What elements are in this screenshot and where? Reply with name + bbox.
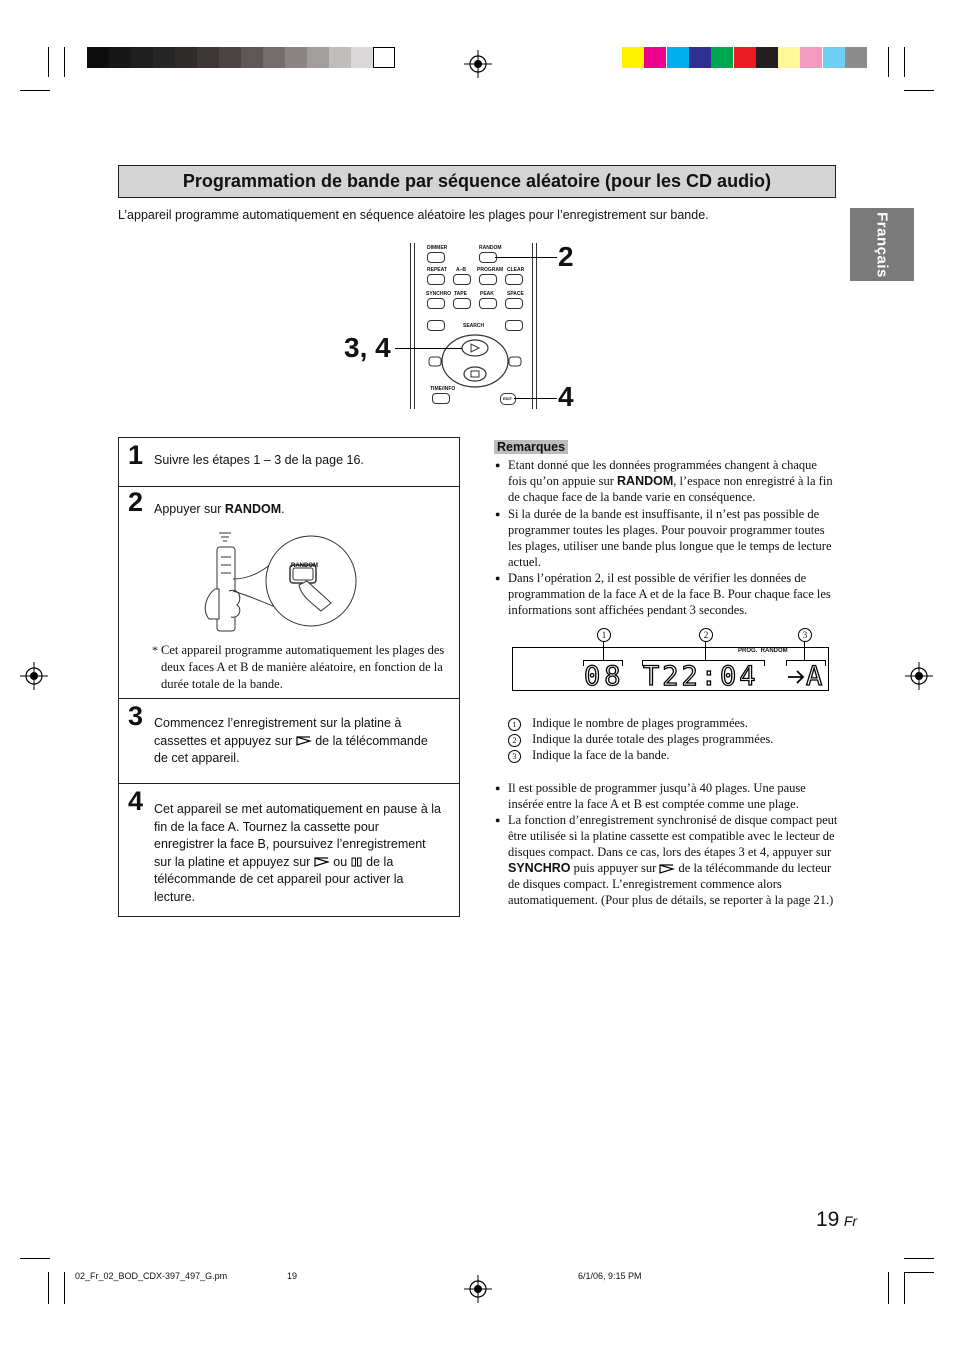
- step-1: [119, 438, 459, 487]
- step-text: [154, 801, 454, 906]
- remote-body-edge-left-inner: [414, 243, 415, 409]
- peak-button[interactable]: [479, 298, 497, 309]
- callout-line-4: [514, 398, 557, 399]
- color-swatch: [823, 47, 845, 68]
- clear-label: CLEAR: [507, 267, 525, 273]
- crop-mark: [888, 47, 889, 77]
- step-number: 2: [128, 487, 144, 517]
- synchro-button[interactable]: [427, 298, 445, 309]
- print-file-page: 19: [287, 1271, 298, 1281]
- space-button[interactable]: [505, 298, 523, 309]
- crop-mark: [48, 47, 49, 77]
- step-number: 3: [128, 701, 144, 731]
- gray-swatch: [131, 47, 153, 68]
- search-forward-button[interactable]: [505, 320, 523, 331]
- edit-label: EDIT: [503, 396, 513, 401]
- side-arrow-icon: [787, 670, 805, 684]
- step-4-line-2: fin de la face A. Tournez la cassette pour: [154, 819, 379, 834]
- language-tab: [850, 208, 914, 281]
- play-icon: [659, 864, 675, 874]
- crop-mark: [64, 47, 65, 77]
- crop-mark: [48, 1272, 49, 1304]
- callout-label-4: 4: [558, 381, 574, 412]
- display-indicator: PROG. RANDOM: [738, 648, 788, 654]
- legend-text: Indique la face de la bande.: [532, 748, 670, 762]
- bullet-icon: ●: [495, 815, 501, 825]
- gray-swatch: [307, 47, 329, 68]
- crop-mark: [904, 90, 934, 91]
- tape-label: TAPE: [454, 291, 467, 297]
- registration-mark-right: [905, 662, 933, 690]
- random-key-label: RANDOM: [224, 502, 282, 516]
- callout-label-3-4: 3, 4: [344, 332, 391, 363]
- space-label: SPACE: [507, 291, 524, 297]
- gray-swatch: [197, 47, 219, 68]
- step-4-line-5: télécommande de cet appareil pour activer la: [154, 872, 404, 886]
- legend-num: 3: [512, 751, 517, 761]
- ab-label: A–B: [456, 267, 467, 273]
- clear-button[interactable]: [505, 274, 523, 285]
- legend-item: [508, 716, 748, 731]
- color-swatch: [734, 47, 756, 68]
- note-text-bold: RANDOM: [617, 474, 674, 488]
- step-text: Suivre les étapes 1 – 3 de la page 16.: [154, 453, 364, 467]
- page-number-suffix: Fr: [843, 1213, 858, 1229]
- step-3-line-1: Commencez l’enregistrement sur la platine à: [154, 716, 402, 730]
- random-label: RANDOM: [479, 245, 502, 251]
- tape-button[interactable]: [453, 298, 471, 309]
- step-text: [154, 715, 454, 768]
- page-number-value: 19: [816, 1208, 840, 1231]
- step-3-line-2b: de la télécommande: [311, 733, 428, 748]
- callout-line-2: [495, 257, 557, 258]
- repeat-button[interactable]: [427, 274, 445, 285]
- step-2: [119, 487, 459, 699]
- legend-num: 2: [512, 735, 517, 745]
- hand-remote-illustration: [189, 529, 359, 635]
- step-4-line-1: Cet appareil se met automatiquement en pause à la: [154, 802, 441, 816]
- display-marker-3-text: 3: [802, 630, 808, 640]
- play-icon: [296, 736, 312, 746]
- transport-cluster: [425, 333, 525, 389]
- gray-swatch: [263, 47, 285, 68]
- step-number: 4: [128, 786, 144, 816]
- page-number: [816, 1208, 857, 1232]
- gray-swatch: [285, 47, 307, 68]
- color-swatch: [778, 47, 800, 68]
- language-tab-label: Français: [873, 211, 891, 278]
- step-text: [154, 501, 285, 519]
- display-marker-3: [798, 628, 812, 642]
- intro-paragraph: L’appareil programme automatiquement en séquence aléatoire les plages pour l’enregistrement sur bande.: [118, 208, 709, 222]
- legend-marker: [508, 734, 521, 747]
- remote-body-edge-right: [536, 243, 537, 409]
- crop-mark: [904, 1272, 905, 1304]
- display-panel: [512, 627, 828, 691]
- legend-marker: [508, 718, 521, 731]
- step-text-before: Appuyer sur: [154, 502, 225, 516]
- print-file-name: 02_Fr_02_BOD_CDX-397_497_G.pm: [75, 1271, 228, 1281]
- registration-mark-top: [464, 50, 492, 78]
- step-3-line-2a: cassettes et appuyez sur: [154, 733, 296, 748]
- step-number: 1: [128, 440, 144, 470]
- legend-text: Indique le nombre de plages programmées.: [532, 716, 749, 730]
- callout-line-34: [395, 348, 462, 349]
- note-text-b: , l’espace non enregistré à la fin de chaque face de la bande varie en conséquence.: [508, 474, 833, 504]
- color-swatch: [689, 47, 711, 68]
- note-text: Dans l’opération 2, il est possible de vérifier les données de programmation de la face A et de la face B. Pour chaque face les informations sont affichées pendant 3 secondes.: [508, 571, 831, 617]
- section-title-text: Programmation de bande par séquence aléatoire (pour les CD audio): [182, 171, 772, 191]
- display-track-count: 08: [584, 661, 625, 692]
- steps-box: [118, 437, 460, 917]
- display-marker-1: [597, 628, 611, 642]
- remote-figure: [340, 243, 580, 411]
- dimmer-button[interactable]: [427, 252, 445, 263]
- note-text: Il est possible de programmer jusqu’à 40 plages. Une pause insérée entre la face A et B est comptée comme une plage.: [508, 781, 806, 811]
- time-info-label: TIME/INFO: [430, 386, 456, 392]
- crop-mark: [888, 1272, 889, 1304]
- print-date: 6/1/06, 9:15 PM: [578, 1271, 642, 1281]
- step-3-line-2: [154, 733, 454, 751]
- step-3: [119, 699, 459, 784]
- crop-mark: [64, 1272, 65, 1304]
- display-marker-1-text: 1: [601, 630, 607, 640]
- random-button-label: RANDOM: [291, 563, 318, 569]
- synchro-key-label: SYNCHRO: [508, 861, 571, 875]
- gray-swatch: [87, 47, 109, 68]
- display-marker-2: [699, 628, 713, 642]
- bullet-icon: ●: [495, 460, 501, 470]
- step-4-line-4b: ou: [329, 854, 351, 869]
- display-marker-2-text: 2: [703, 630, 709, 640]
- crop-mark: [904, 1258, 934, 1259]
- step-4-line-6: lecture.: [154, 889, 195, 904]
- note-text: [508, 457, 838, 505]
- gray-swatch: [175, 47, 197, 68]
- display-time: T22:04: [643, 661, 759, 692]
- color-swatch: [756, 47, 778, 68]
- note-text-a: Etant donné que les données programmées changent à chaque fois qu’on appuie sur: [508, 458, 817, 488]
- note-text: [508, 812, 838, 908]
- gray-swatch: [241, 47, 263, 68]
- note-text-a: La fonction d’enregistrement synchronisé de disque compact peut être utilisée si la platine cassette est compatible avec le lecteur de disques compact. Dans ce cas, lors des étapes 3 et 4, appuyer sur: [508, 813, 838, 859]
- note-bullet: [495, 812, 840, 926]
- legend-text: Indique la durée totale des plages programmées.: [532, 732, 774, 746]
- program-button[interactable]: [479, 274, 497, 285]
- ab-button[interactable]: [453, 274, 471, 285]
- gray-swatch: [219, 47, 241, 68]
- crop-mark: [904, 1272, 934, 1273]
- legend-num: 1: [512, 719, 517, 729]
- note-bullet: [495, 506, 840, 572]
- note-bullet: [495, 457, 840, 507]
- step-2-footnote: Cet appareil programme automatiquement les plages des deux faces A et B de manière aléatoire, en fonction de la durée totale de la bande.: [161, 643, 445, 691]
- note-text-c: de la télécommande du lecteur de disques compact. L’enregistrement commence alors automatiquement. (Pour plus de détails, se reporter à la page 21.): [508, 861, 834, 907]
- note-bullet: [495, 780, 840, 814]
- search-back-button[interactable]: [427, 320, 445, 331]
- color-swatch: [845, 47, 867, 68]
- legend-item: [508, 732, 773, 747]
- gray-swatch: [329, 47, 351, 68]
- color-swatch: [644, 47, 666, 68]
- color-swatch: [622, 47, 644, 68]
- play-icon: [314, 857, 330, 867]
- dimmer-label: DIMMER: [427, 245, 448, 251]
- gray-swatch: [351, 47, 373, 68]
- bullet-icon: ●: [495, 509, 501, 519]
- step-3-line-3: de cet appareil.: [154, 751, 240, 765]
- registration-mark-left: [20, 662, 48, 690]
- callout-label-2: 2: [558, 241, 574, 272]
- time-info-button[interactable]: [432, 393, 450, 404]
- notes-heading: Remarques: [494, 440, 568, 454]
- peak-label: PEAK: [480, 291, 494, 297]
- footnote-marker: *: [152, 643, 158, 657]
- repeat-label: REPEAT: [427, 267, 447, 273]
- note-text-b: puis appuyer sur: [570, 861, 660, 875]
- color-swatch: [667, 47, 689, 68]
- note-bullet: [495, 570, 840, 620]
- legend-marker: [508, 750, 521, 763]
- step-4-line-4: [154, 854, 454, 872]
- gray-swatch: [153, 47, 175, 68]
- crop-mark: [20, 1258, 50, 1259]
- step-4-line-3: enregistrer la face B, poursuivez l’enregistrement: [154, 837, 426, 851]
- note-text: Si la durée de la bande est insuffisante, il n’est pas possible de programmer toutes les plages. Pour pouvoir programmer toutes les plages, utiliser une bande plus longue que le temps de lecture actuel.: [508, 507, 832, 569]
- bullet-icon: ●: [495, 783, 501, 793]
- remote-body-edge-right-inner: [532, 243, 533, 409]
- search-label: SEARCH: [463, 323, 485, 329]
- gray-swatch: [373, 47, 395, 68]
- display-side: A: [806, 661, 823, 692]
- pause-icon: [351, 857, 363, 867]
- legend-item: [508, 748, 670, 763]
- synchro-label: SYNCHRO: [426, 291, 452, 297]
- step-text-after: .: [281, 502, 285, 516]
- crop-mark: [20, 90, 50, 91]
- bullet-icon: ●: [495, 573, 501, 583]
- registration-mark-bottom: [464, 1275, 492, 1303]
- step-4-line-4a: sur la platine et appuyez sur: [154, 854, 314, 869]
- remote-body-edge-left: [410, 243, 411, 409]
- color-swatch: [711, 47, 733, 68]
- program-label: PROGRAM: [477, 267, 504, 273]
- color-swatch: [800, 47, 822, 68]
- step-4: [119, 784, 459, 915]
- step-4-line-4c: de la: [362, 854, 394, 869]
- crop-mark: [904, 47, 905, 77]
- gray-swatch: [109, 47, 131, 68]
- section-title: [118, 165, 836, 198]
